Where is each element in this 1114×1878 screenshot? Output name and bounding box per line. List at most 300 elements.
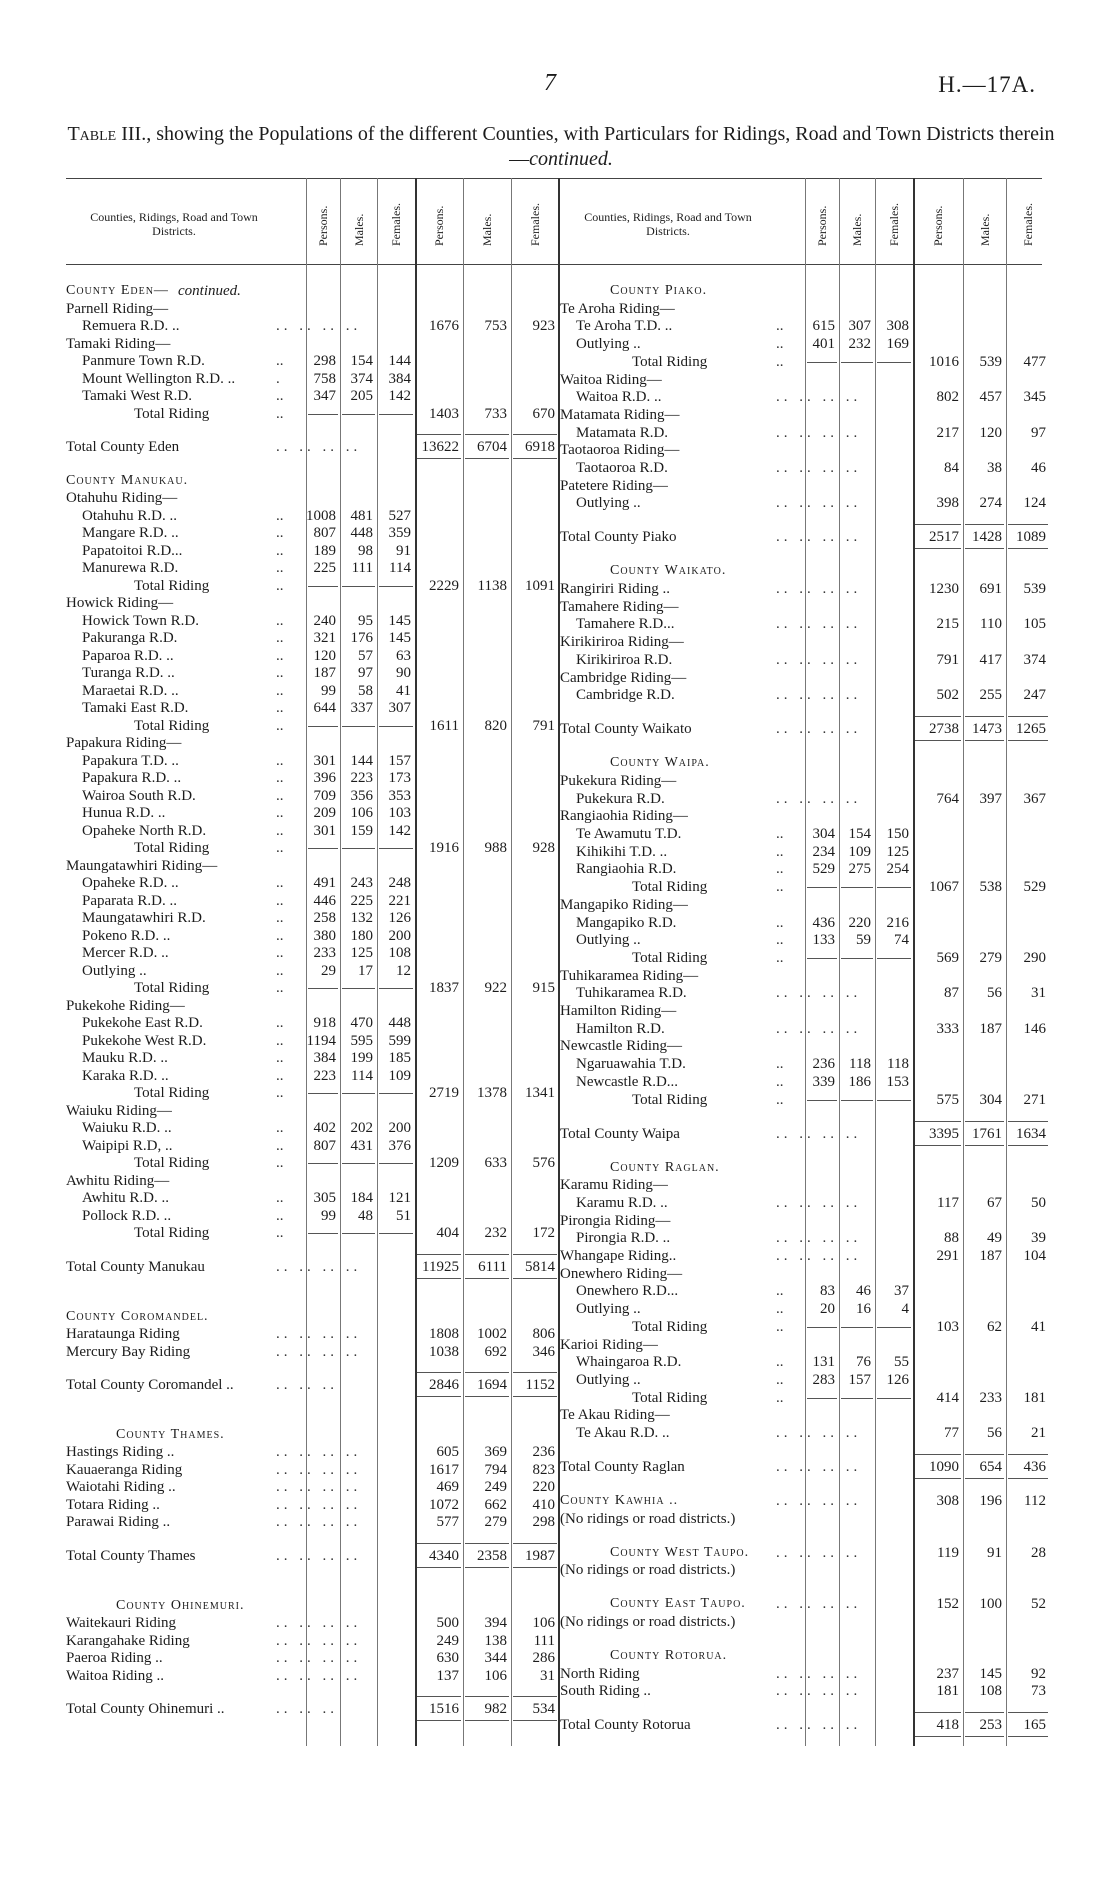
right-cell-total-males: 100 [979, 1596, 1002, 1613]
right-table-row [0, 562, 1114, 580]
left-cell-females: 63 [396, 647, 411, 664]
left-cell-persons: 491 [313, 875, 336, 892]
right-row-label: Taotaoroa Riding— [560, 442, 680, 459]
left-cell-females: 114 [389, 560, 411, 577]
left-cell-total-males: 988 [484, 840, 507, 857]
left-cell-persons: 240 [313, 612, 336, 629]
right-cell-persons: 133 [812, 932, 835, 949]
left-cell-females: 41 [396, 682, 411, 699]
left-row-leader-dots: .. [276, 1085, 284, 1102]
left-cell-females: 108 [388, 945, 411, 962]
left-row-leader-dots: .. [276, 1207, 284, 1224]
left-row-leader-dots: .. [276, 682, 284, 699]
left-cell-total-persons: 1038 [429, 1343, 459, 1360]
right-row-label: Outlying .. [576, 495, 641, 512]
left-row-label: Wairoa South R.D. [82, 787, 196, 804]
left-cell-total-females: 286 [532, 1650, 555, 1667]
left-cell-persons: 209 [313, 805, 336, 822]
left-cell-total-persons: 605 [436, 1444, 459, 1461]
right-cell-total-males: 187 [979, 1248, 1002, 1264]
left-cell-persons: 446 [313, 892, 336, 909]
right-row-label: County Kawhia .. [560, 1492, 679, 1508]
left-row-label: Tamaki Riding— [66, 335, 171, 352]
right-subtotal-rule [877, 958, 911, 959]
left-cell-males: 431 [350, 1137, 373, 1154]
right-total-rule [965, 1121, 1004, 1122]
right-row-label: Te Awamutu T.D. [576, 826, 682, 843]
right-total-rule [965, 1145, 1004, 1146]
left-row-label: Total County Manukau [66, 1258, 205, 1275]
right-cell-total-persons: 217 [936, 424, 959, 441]
left-cell-total-persons: 1611 [429, 717, 459, 734]
right-row-label: Cambridge Riding— [560, 669, 687, 686]
left-row-label: Kauaeranga Riding [66, 1461, 183, 1478]
left-row-leader-dots: .. [276, 1120, 284, 1137]
right-row-label: Karamu R.D. .. [576, 1194, 668, 1211]
left-cell-total-persons: 2846 [429, 1377, 459, 1394]
left-cell-total-males: 249 [484, 1479, 507, 1496]
left-row-leader-dots: .. [276, 577, 284, 594]
left-cell-total-females: 791 [532, 717, 555, 734]
right-row-leader-dots: .. [776, 1056, 784, 1073]
left-cell-total-males: 394 [484, 1615, 507, 1632]
left-cell-persons: 347 [313, 388, 336, 404]
right-table-row [0, 720, 1114, 738]
right-cell-total-males: 56 [987, 985, 1002, 1002]
right-table-row [0, 424, 1114, 442]
right-row-leader-dots: .. .. .. .. [776, 1020, 862, 1037]
left-row-label: Mauku R.D. .. [82, 1050, 168, 1067]
right-cell-total-persons: 764 [936, 790, 959, 807]
left-cell-total-females: 106 [532, 1615, 555, 1632]
left-row-label: Otahuhu R.D. .. [82, 507, 177, 524]
left-row-label: Remuera R.D. .. [82, 318, 180, 334]
right-cell-total-females: 52 [1031, 1596, 1046, 1613]
left-row-label: Maungatawhiri Riding— [66, 857, 218, 874]
left-cell-persons: 758 [313, 370, 336, 387]
left-row-leader-dots: .. .. .. .. [276, 1667, 362, 1684]
left-cell-females: 126 [388, 910, 411, 927]
left-row-label: County Eden— [66, 283, 169, 298]
right-table-row [0, 1037, 1114, 1055]
left-row-label: Paeroa Riding .. [66, 1650, 163, 1667]
right-table-row [0, 1176, 1114, 1194]
header-rule [66, 264, 1042, 265]
right-cell-total-persons: 1090 [929, 1458, 959, 1475]
left-cell-total-males: 344 [484, 1650, 507, 1667]
left-row-label: Pukekohe East R.D. [82, 1015, 203, 1032]
right-table-row [0, 686, 1114, 704]
right-total-rule [965, 1454, 1004, 1455]
right-cell-persons: 236 [812, 1056, 835, 1073]
right-table-row [0, 441, 1114, 459]
left-row-leader-dots: .. [276, 1155, 284, 1172]
right-table-row [0, 651, 1114, 669]
left-cell-total-females: 172 [532, 1225, 555, 1242]
right-cell-total-females: 1265 [1016, 721, 1046, 738]
right-row-label: Waitoa Riding— [560, 371, 662, 388]
right-table-row [0, 1229, 1114, 1247]
right-total-rule [965, 548, 1004, 549]
left-row-label: Total County Eden [66, 439, 180, 456]
right-row-label: County Waikato. [610, 563, 727, 579]
left-row-leader-dots: .. [276, 507, 284, 524]
left-cell-total-females: 534 [532, 1701, 555, 1718]
right-row-label: Onewhero Riding— [560, 1265, 683, 1282]
left-row-leader-dots: .. [276, 892, 284, 909]
left-header-name: Counties, Ridings, Road and Town Districts. [90, 210, 258, 238]
right-row-label: Newcastle R.D... [576, 1073, 679, 1090]
left-row-label: Parawai Riding .. [66, 1514, 171, 1531]
right-cell-persons: 401 [812, 336, 835, 353]
right-row-label: Total Riding [632, 1091, 708, 1108]
left-header-males: Males. [351, 213, 366, 246]
left-cell-females: 185 [388, 1050, 411, 1067]
right-row-leader-dots: .. [776, 353, 784, 370]
left-row-leader-dots: .. [276, 388, 284, 404]
right-cell-males: 157 [848, 1371, 871, 1388]
left-row-label: Howick Town R.D. [82, 612, 200, 629]
left-cell-total-females: 5814 [525, 1258, 555, 1275]
right-table-row [0, 984, 1114, 1002]
right-table-row [0, 1561, 1114, 1579]
left-row-label: County Thames. [116, 1426, 225, 1442]
left-row-label: Mangare R.D. .. [82, 525, 179, 542]
right-table-row [0, 1613, 1114, 1631]
left-cell-females: 200 [388, 1120, 411, 1137]
right-cell-total-males: 49 [987, 1230, 1002, 1247]
right-cell-total-persons: 237 [936, 1665, 959, 1682]
page-code: H.—17A. [938, 72, 1036, 97]
right-row-leader-dots: .. .. .. .. [776, 687, 862, 704]
right-cell-total-males: 108 [979, 1683, 1002, 1700]
right-cell-total-females: 247 [1023, 687, 1046, 704]
right-cell-persons: 304 [812, 826, 835, 843]
right-cell-total-persons: 3395 [929, 1125, 959, 1142]
right-table-row [0, 1265, 1114, 1283]
left-cell-total-females: 823 [532, 1461, 555, 1478]
right-cell-total-persons: 215 [936, 616, 959, 633]
left-row-leader-dots: .. [276, 1225, 284, 1242]
right-table-row [0, 1212, 1114, 1230]
left-cell-females: 109 [388, 1067, 411, 1084]
left-cell-total-persons: 11925 [422, 1258, 459, 1275]
left-cell-males: 48 [358, 1207, 373, 1224]
right-table-row [0, 1716, 1114, 1734]
right-cell-males: 76 [856, 1354, 871, 1371]
left-row-leader-dots: .. .. .. .. [276, 1461, 362, 1478]
right-table-row [0, 1125, 1114, 1143]
right-cell-total-persons: 569 [936, 949, 959, 966]
left-cell-persons: 384 [313, 1050, 336, 1067]
right-cell-total-males: 110 [980, 616, 1002, 633]
left-cell-males: 125 [350, 945, 373, 962]
left-row-label: Waiotahi Riding .. [66, 1479, 176, 1496]
right-row-label: (No ridings or road districts.) [560, 1510, 736, 1527]
left-row-label: Total County Thames [66, 1547, 196, 1564]
left-row-leader-dots: .. [276, 787, 284, 804]
right-row-label: County Piako. [610, 283, 708, 298]
left-row-leader-dots: .. .. .. .. [276, 439, 362, 456]
left-cell-males: 57 [358, 647, 373, 664]
right-header-males: Males. [977, 213, 992, 246]
left-cell-females: 91 [396, 542, 411, 559]
right-row-label: County Rotorua. [610, 1648, 728, 1664]
right-cell-persons: 234 [812, 843, 835, 860]
left-cell-females: 142 [388, 388, 411, 404]
left-row-label: Harataunga Riding [66, 1326, 180, 1342]
right-total-rule [915, 548, 961, 549]
right-cell-total-persons: 418 [936, 1717, 959, 1734]
right-row-label: Pirongia Riding— [560, 1212, 671, 1229]
left-row-leader-dots: .. [276, 910, 284, 927]
right-table-row [0, 494, 1114, 512]
right-cell-total-persons: 1230 [929, 581, 959, 598]
left-cell-persons: 1194 [306, 1032, 336, 1049]
right-cell-total-females: 529 [1023, 879, 1046, 896]
right-total-rule [1008, 716, 1048, 717]
right-row-leader-dots: .. .. .. .. [776, 1492, 862, 1509]
left-row-leader-dots: .. .. .. .. [276, 1496, 362, 1513]
right-total-rule [915, 1736, 961, 1737]
left-row-leader-dots: .. [276, 542, 284, 559]
right-cell-females: 125 [886, 843, 909, 860]
right-header-persons: Persons. [815, 205, 829, 246]
left-cell-persons: 29 [321, 962, 336, 979]
left-header-females: Females. [528, 203, 542, 246]
right-total-rule [915, 1712, 961, 1713]
left-row-leader-dots: .. .. .. .. [276, 1650, 362, 1667]
left-row-leader-dots: .. [276, 1015, 284, 1032]
right-total-rule [1008, 740, 1048, 741]
right-cell-persons: 131 [812, 1354, 835, 1371]
left-cell-total-persons: 1072 [429, 1496, 459, 1513]
right-table-row [0, 459, 1114, 477]
left-cell-males: 202 [350, 1120, 373, 1137]
right-subtotal-rule [841, 1398, 873, 1399]
left-row-leader-dots: .. [276, 630, 284, 647]
left-row-leader-dots: .. [276, 665, 284, 682]
left-row-leader-dots: .. [276, 353, 284, 369]
right-row-label: Outlying .. [576, 932, 641, 949]
left-row-label: Total Riding [134, 980, 210, 997]
right-header-persons: Persons. [931, 205, 945, 246]
right-row-leader-dots: .. [776, 1318, 784, 1335]
left-cell-males: 97 [358, 665, 373, 682]
left-cell-females: 51 [396, 1207, 411, 1224]
right-cell-total-males: 397 [979, 790, 1002, 807]
left-row-label: Total Riding [134, 1085, 210, 1102]
right-row-label: Total Riding [632, 353, 708, 370]
left-cell-females: 376 [388, 1137, 411, 1154]
left-row-leader-dots: .. [276, 927, 284, 944]
right-cell-total-females: 181 [1023, 1389, 1046, 1406]
left-cell-persons: 1008 [306, 507, 336, 524]
right-header-females: Females. [1021, 203, 1035, 246]
left-row-leader-dots: .. .. .. .. [276, 1479, 362, 1496]
right-row-label: Rangiaohia R.D. [576, 861, 677, 878]
left-row-leader-dots: .. [276, 752, 284, 769]
right-subtotal-rule [841, 1100, 873, 1101]
left-row-leader-dots: .. .. .. .. [276, 1326, 362, 1342]
right-row-label: Total Riding [632, 1389, 708, 1406]
left-row-label: County Manukau. [66, 472, 189, 488]
right-cell-females: 153 [886, 1073, 909, 1090]
right-table-row [0, 896, 1114, 914]
right-table-row [0, 1002, 1114, 1020]
left-cell-total-persons: 404 [436, 1225, 459, 1242]
right-row-label: Mangapiko R.D. [576, 914, 677, 931]
right-table-row [0, 790, 1114, 808]
left-cell-persons: 99 [321, 1207, 336, 1224]
right-header-name: Counties, Ridings, Road and Town Districts. [584, 210, 752, 238]
right-cell-total-persons: 414 [936, 1389, 959, 1406]
right-subtotal-rule [841, 958, 873, 959]
left-row-leader-dots: .. [276, 770, 284, 787]
right-row-label: Total County Waikato [560, 721, 692, 738]
left-row-label: Opaheke North R.D. [82, 822, 207, 839]
page-number: 7 [544, 70, 556, 96]
left-cell-total-females: 346 [532, 1343, 555, 1360]
right-cell-total-females: 105 [1023, 616, 1046, 633]
right-row-label: Newcastle Riding— [560, 1038, 683, 1055]
left-cell-total-males: 692 [484, 1343, 507, 1360]
left-row-label: Karangahake Riding [66, 1632, 190, 1649]
left-cell-males: 243 [350, 875, 373, 892]
left-row-label: Tamaki West R.D. [82, 388, 192, 404]
right-cell-total-males: 91 [987, 1544, 1002, 1561]
right-row-label: Whaingaroa R.D. [576, 1354, 682, 1371]
right-total-rule [915, 1478, 961, 1479]
left-row-label: Turanga R.D. .. [82, 665, 175, 682]
right-cell-persons: 436 [812, 914, 835, 931]
right-cell-total-persons: 87 [944, 985, 959, 1002]
left-cell-total-persons: 577 [436, 1514, 459, 1531]
right-row-label: Onewhero R.D... [576, 1283, 679, 1300]
right-row-label: Te Akau R.D. .. [576, 1425, 670, 1441]
right-cell-females: 55 [894, 1354, 909, 1371]
left-cell-total-males: 733 [484, 405, 507, 422]
left-cell-total-males: 633 [484, 1155, 507, 1172]
right-row-leader-dots: .. .. .. .. [776, 1458, 862, 1475]
right-row-leader-dots: .. [776, 336, 784, 353]
left-cell-total-persons: 1916 [429, 840, 459, 857]
right-cell-total-persons: 119 [937, 1544, 959, 1561]
right-table-row [0, 1353, 1114, 1371]
right-cell-males: 275 [848, 861, 871, 878]
right-cell-total-females: 165 [1023, 1717, 1046, 1734]
right-cell-total-persons: 117 [937, 1194, 959, 1211]
right-table-row [0, 1318, 1114, 1336]
left-cell-total-persons: 500 [436, 1615, 459, 1632]
left-cell-total-persons: 1403 [429, 405, 459, 422]
right-row-label: Total Riding [632, 949, 708, 966]
left-cell-females: 12 [396, 962, 411, 979]
left-cell-persons: 189 [313, 542, 336, 559]
left-cell-females: 221 [388, 892, 411, 909]
right-cell-total-males: 274 [979, 495, 1002, 512]
right-row-label: Kihikihi T.D. .. [576, 843, 668, 860]
right-cell-persons: 529 [812, 861, 835, 878]
right-row-label: Tuhikaramea R.D. [576, 985, 687, 1002]
left-cell-females: 200 [388, 927, 411, 944]
left-header-persons: Persons. [316, 205, 330, 246]
left-row-label: Mount Wellington R.D. .. [82, 370, 236, 387]
right-total-rule [915, 740, 961, 741]
right-row-leader-dots: .. [776, 932, 784, 949]
right-total-rule [915, 524, 961, 525]
right-row-label: Patetere Riding— [560, 477, 668, 494]
right-cell-total-males: 1428 [972, 529, 1002, 546]
right-cell-total-persons: 77 [944, 1425, 959, 1441]
left-row-leader-dots: .. .. .. .. [276, 1514, 362, 1531]
left-row-leader-dots: .. [276, 700, 284, 717]
left-cell-total-males: 2358 [477, 1547, 507, 1564]
title-continued: continued. [529, 148, 613, 170]
right-table-row [0, 931, 1114, 949]
right-cell-total-females: 41 [1031, 1318, 1046, 1335]
right-total-rule [1008, 524, 1048, 525]
right-cell-total-persons: 308 [936, 1492, 959, 1509]
right-cell-total-females: 367 [1023, 790, 1046, 807]
left-row-label: Waitekauri Riding [66, 1615, 177, 1632]
right-cell-total-females: 21 [1031, 1425, 1046, 1441]
left-cell-total-females: 1152 [525, 1377, 555, 1394]
left-cell-persons: 807 [313, 525, 336, 542]
right-cell-total-males: 279 [979, 949, 1002, 966]
right-cell-total-males: 538 [979, 879, 1002, 896]
header-rule [66, 178, 1042, 179]
right-total-rule [915, 1145, 961, 1146]
right-table-row [0, 949, 1114, 967]
left-cell-males: 159 [350, 822, 373, 839]
left-row-leader-dots: .. [276, 945, 284, 962]
right-row-label: Te Aroha T.D. .. [576, 318, 673, 335]
right-row-label: Te Aroha Riding— [560, 300, 675, 317]
left-cell-total-females: 220 [532, 1479, 555, 1496]
right-row-leader-dots: .. .. .. .. [776, 1665, 862, 1682]
left-cell-total-females: 1091 [525, 577, 555, 594]
right-row-leader-dots: .. [776, 1283, 784, 1300]
left-cell-total-males: 1378 [477, 1085, 507, 1102]
left-row-label: Total Riding [134, 717, 210, 734]
right-cell-total-females: 146 [1023, 1020, 1046, 1037]
right-cell-total-persons: 333 [936, 1020, 959, 1037]
left-cell-males: 470 [350, 1015, 373, 1032]
left-row-label: Total Riding [134, 577, 210, 594]
left-row-label: Mercer R.D. .. [82, 945, 169, 962]
left-cell-females: 448 [388, 1015, 411, 1032]
left-row-leader-dots: .. [276, 717, 284, 734]
left-cell-total-males: 6111 [478, 1258, 507, 1275]
right-row-label: Total County Waipa [560, 1125, 680, 1142]
right-table-row [0, 772, 1114, 790]
right-row-leader-dots: .. [776, 1389, 784, 1406]
right-row-leader-dots: .. [776, 1073, 784, 1090]
right-cell-total-males: 38 [987, 460, 1002, 476]
right-subtotal-rule [877, 1100, 911, 1101]
left-row-label: Panmure Town R.D. [82, 353, 205, 369]
left-cell-total-females: 111 [533, 1632, 555, 1649]
left-row-label: Total Riding [134, 1155, 210, 1172]
left-cell-males: 58 [358, 682, 373, 699]
right-total-rule [965, 1736, 1004, 1737]
right-row-leader-dots: .. [776, 826, 784, 843]
left-row-label: Totara Riding .. [66, 1496, 160, 1513]
right-cell-total-females: 112 [1024, 1492, 1046, 1509]
left-cell-total-males: 279 [484, 1514, 507, 1531]
right-subtotal-rule [807, 958, 837, 959]
